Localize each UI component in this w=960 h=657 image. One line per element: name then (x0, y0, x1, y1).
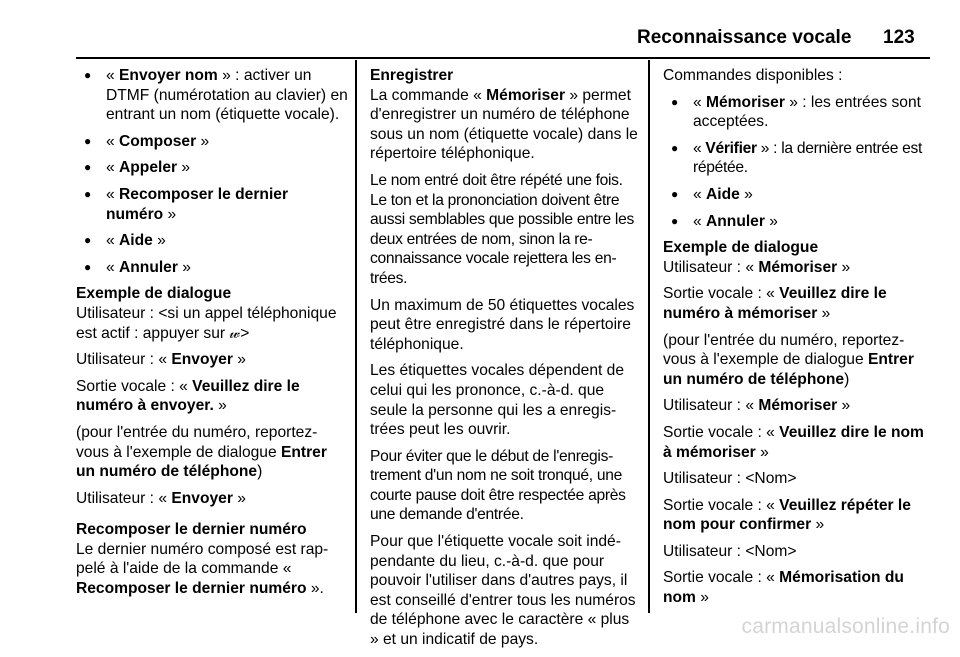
column-3 (663, 66, 933, 615)
header-divider (76, 57, 930, 59)
dialogue-line: Utilisateur : « Mémoriser » (663, 258, 851, 276)
dialogue-line: Sortie vocale : « Mémorisation du nom » (663, 569, 904, 607)
paragraph: Pour que l'étiquette vocale soit indépendante du lieu, c.-à-d. que pour pouvoir l'utiliser dans d'autres pays, il est conseillé d'entrer tous les numéros de téléphone avec le caractère « plus » et un indicatif de pays. (370, 533, 636, 649)
list-item: ● « Aide » (663, 185, 933, 205)
dialogue-line: Sortie vocale : « Veuillez dire le nom à mémoriser » (663, 423, 924, 461)
paragraph: Pour éviter que le début de l'enregistrement d'un nom ne soit tronqué, une courte pause doit être respectée après une demande d'entrée. (370, 447, 626, 524)
paragraph: Commandes disponibles : (663, 67, 843, 84)
paragraph: Le dernier numéro composé est rappelé à l'aide de la commande « Recomposer le dernier numéro ». (76, 540, 329, 598)
paragraph: La commande « Mémoriser » permet d'enregistrer un numéro de téléphone sous un nom (étiquette vocale) dans le répertoire téléphonique. (370, 86, 638, 163)
column-divider-1 (355, 60, 357, 613)
page-title: Reconnaissance vocale (637, 27, 852, 48)
section-heading: Exemple de dialogue (663, 239, 819, 257)
voice-control-icon: 𝓌 (229, 324, 241, 342)
paragraph: Le nom entré doit être répété une fois. Le ton et la prononciation doivent être aussi semblables que possible entre les deux entrées de nom, sinon la reconnaissance vocale rejettera les entrées. (370, 171, 634, 287)
column-divider-2 (648, 60, 650, 613)
page-number: 123 (883, 27, 915, 48)
list-item: ● « Annuler » (76, 258, 348, 278)
watermark[interactable]: carmanualsonline.info (741, 615, 950, 638)
page-header (0, 26, 960, 58)
list-item: ● « Envoyer nom » : activer un DTMF (numérotation au clavier) en entrant un nom (étiquette vocale). (76, 66, 348, 125)
dialogue-line: Utilisateur : « Envoyer » (76, 351, 246, 369)
dialogue-line: Sortie vocale : « Veuillez dire le numéro à envoyer. » (76, 377, 300, 415)
list-item: ● « Composer » (76, 132, 348, 152)
section-heading: Recomposer le dernier numéro (76, 521, 307, 539)
list-item: ● « Mémoriser » : les entrées sont acceptées. (663, 93, 933, 132)
list-item: ● « Appeler » (76, 158, 348, 178)
list-item: ● « Recomposer le dernier numéro » (76, 185, 348, 224)
dialogue-line: Utilisateur : « Mémoriser » (663, 397, 851, 415)
dialogue-line: Utilisateur : <Nom> (663, 542, 797, 560)
dialogue-line: Sortie vocale : « Veuillez répéter le nom pour confirmer » (663, 496, 911, 534)
list-item: ● « Aide » (76, 231, 348, 251)
paragraph: Un maximum de 50 étiquettes vocales peut être enregistré dans le répertoire téléphonique. (370, 296, 635, 353)
paragraph: Les étiquettes vocales dépendent de celui qui les prononce, c.-à-d. que seule la personne qui les a enregistrées peut les ouvrir. (370, 362, 625, 439)
dialogue-line: Utilisateur : <si un appel téléphonique est actif : appuyer sur 𝓌> (76, 304, 337, 342)
dialogue-line: (pour l'entrée du numéro, reportez-vous à l'exemple de dialogue Entrer un numéro de téléphone) (663, 331, 914, 388)
dialogue-line: (pour l'entrée du numéro, reportez-vous à l'exemple de dialogue Entrer un numéro de téléphone) (76, 423, 327, 481)
dialogue-line: Utilisateur : « Envoyer » (76, 489, 246, 507)
section-heading: Exemple de dialogue (76, 285, 232, 303)
column-1 (76, 66, 348, 606)
column-2 (370, 66, 638, 657)
list-item: ● « Vérifier » : la dernière entrée est répétée. (663, 139, 933, 178)
dialogue-line: Utilisateur : <Nom> (663, 470, 797, 488)
section-heading: Enregistrer (370, 67, 454, 84)
dialogue-line: Sortie vocale : « Veuillez dire le numéro à mémoriser » (663, 285, 887, 322)
list-item: ● « Annuler » (663, 212, 933, 232)
